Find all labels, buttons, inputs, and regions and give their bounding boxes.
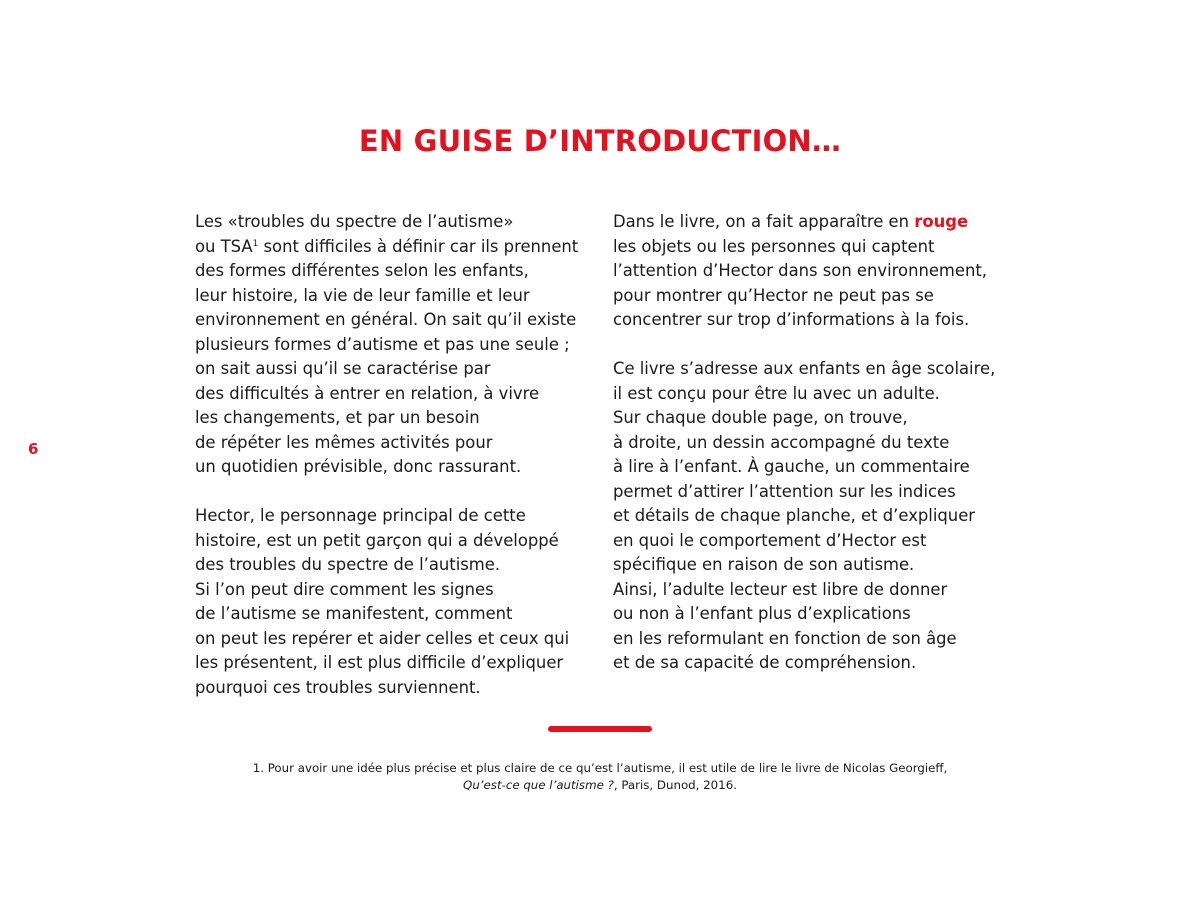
text-line: les objets ou les personnes qui captent [613, 236, 935, 256]
text-line: Sur chaque double page, on trouve, [613, 408, 908, 427]
text-fragment: ou TSA [195, 236, 253, 256]
text-line: on sait aussi qu’il se caractérise par [195, 359, 491, 378]
right-column [613, 210, 1013, 700]
text-line: à droite, un dessin accompagné du texte [613, 432, 950, 452]
text-line: des troubles du spectre de l’autisme. [195, 555, 501, 574]
text-line: et détails de chaque planche, et d’expliquer [613, 506, 976, 525]
text-line: Ce livre s’adresse aux enfants en âge scolaire, [613, 359, 996, 378]
text-line: pourquoi ces troubles surviennent. [195, 677, 481, 697]
footnote-line: 1. Pour avoir une idée plus précise et plus claire de ce qu’est l’autisme, il est utile de lire le livre de Nicolas Georgieff, [252, 761, 948, 775]
text-line [195, 235, 595, 260]
text-line: il est conçu pour être lu avec un adulte. [613, 383, 940, 403]
text-line: un quotidien prévisible, donc rassurant. [195, 457, 522, 476]
text-line: on peut les repérer et aider celles et ceux qui [195, 628, 570, 648]
page-number: 6 [28, 440, 39, 458]
left-column [195, 210, 595, 725]
paragraph-hector-intro [195, 504, 595, 700]
text-line: des difficultés à entrer en relation, à vivre [195, 383, 540, 403]
text-line: et de sa capacité de compréhension. [613, 653, 917, 672]
footnote-book-title: Qu’est-ce que l’autisme ? [463, 777, 614, 792]
footnote-reference: 1 [252, 238, 259, 249]
footnote-publication: , Paris, Dunod, 2016. [613, 777, 737, 792]
text-line: en les reformulant en fonction de son âge [613, 628, 957, 648]
text-line: Si l’on peut dire comment les signes [195, 579, 494, 599]
text-line: spécifique en raison de son autisme. [613, 555, 915, 574]
text-line: Hector, le personnage principal de cette [195, 506, 526, 525]
text-line: Les «troubles du spectre de l’autisme» [195, 212, 514, 231]
paragraph-book-usage [613, 357, 1013, 676]
text-line: pour montrer qu’Hector ne peut pas se [613, 285, 934, 305]
text-line: histoire, est un petit garçon qui a développé [195, 530, 559, 550]
page-title: EN GUISE D’INTRODUCTION… [358, 124, 842, 158]
text-line [613, 210, 1013, 235]
text-line: l’attention d’Hector dans son environnement, [613, 261, 987, 280]
text-line: des formes différentes selon les enfants, [195, 261, 529, 280]
text-line: environnement en général. On sait qu’il existe [195, 310, 577, 329]
text-line: de l’autisme se manifestent, comment [195, 604, 513, 623]
highlight-word-rouge: rouge [914, 212, 969, 231]
red-divider [548, 726, 652, 732]
text-line: leur histoire, la vie de leur famille et leur [195, 285, 530, 305]
paragraph-red-objects [613, 210, 1013, 333]
text-line: les présentent, il est plus difficile d’expliquer [195, 653, 564, 672]
text-line: plusieurs formes d’autisme et pas une seule ; [195, 334, 570, 354]
text-line: permet d’attirer l’attention sur les indices [613, 481, 956, 501]
text-fragment: Dans le livre, on a fait apparaître en [613, 212, 915, 231]
footnote [0, 760, 1200, 793]
text-line: Ainsi, l’adulte lecteur est libre de donner [613, 579, 948, 599]
text-line: ou non à l’enfant plus d’explications [613, 604, 911, 623]
text-line: les changements, et par un besoin [195, 408, 480, 427]
text-line: à lire à l’enfant. À gauche, un commentaire [613, 457, 970, 476]
text-line: de répéter les mêmes activités pour [195, 432, 493, 452]
text-line: en quoi le comportement d’Hector est [613, 530, 927, 550]
paragraph-tsa-definition [195, 210, 595, 480]
footnote-line [0, 777, 1200, 794]
text-line: concentrer sur trop d’informations à la fois. [613, 310, 970, 329]
text-fragment: sont difficiles à définir car ils prennent [258, 236, 579, 256]
